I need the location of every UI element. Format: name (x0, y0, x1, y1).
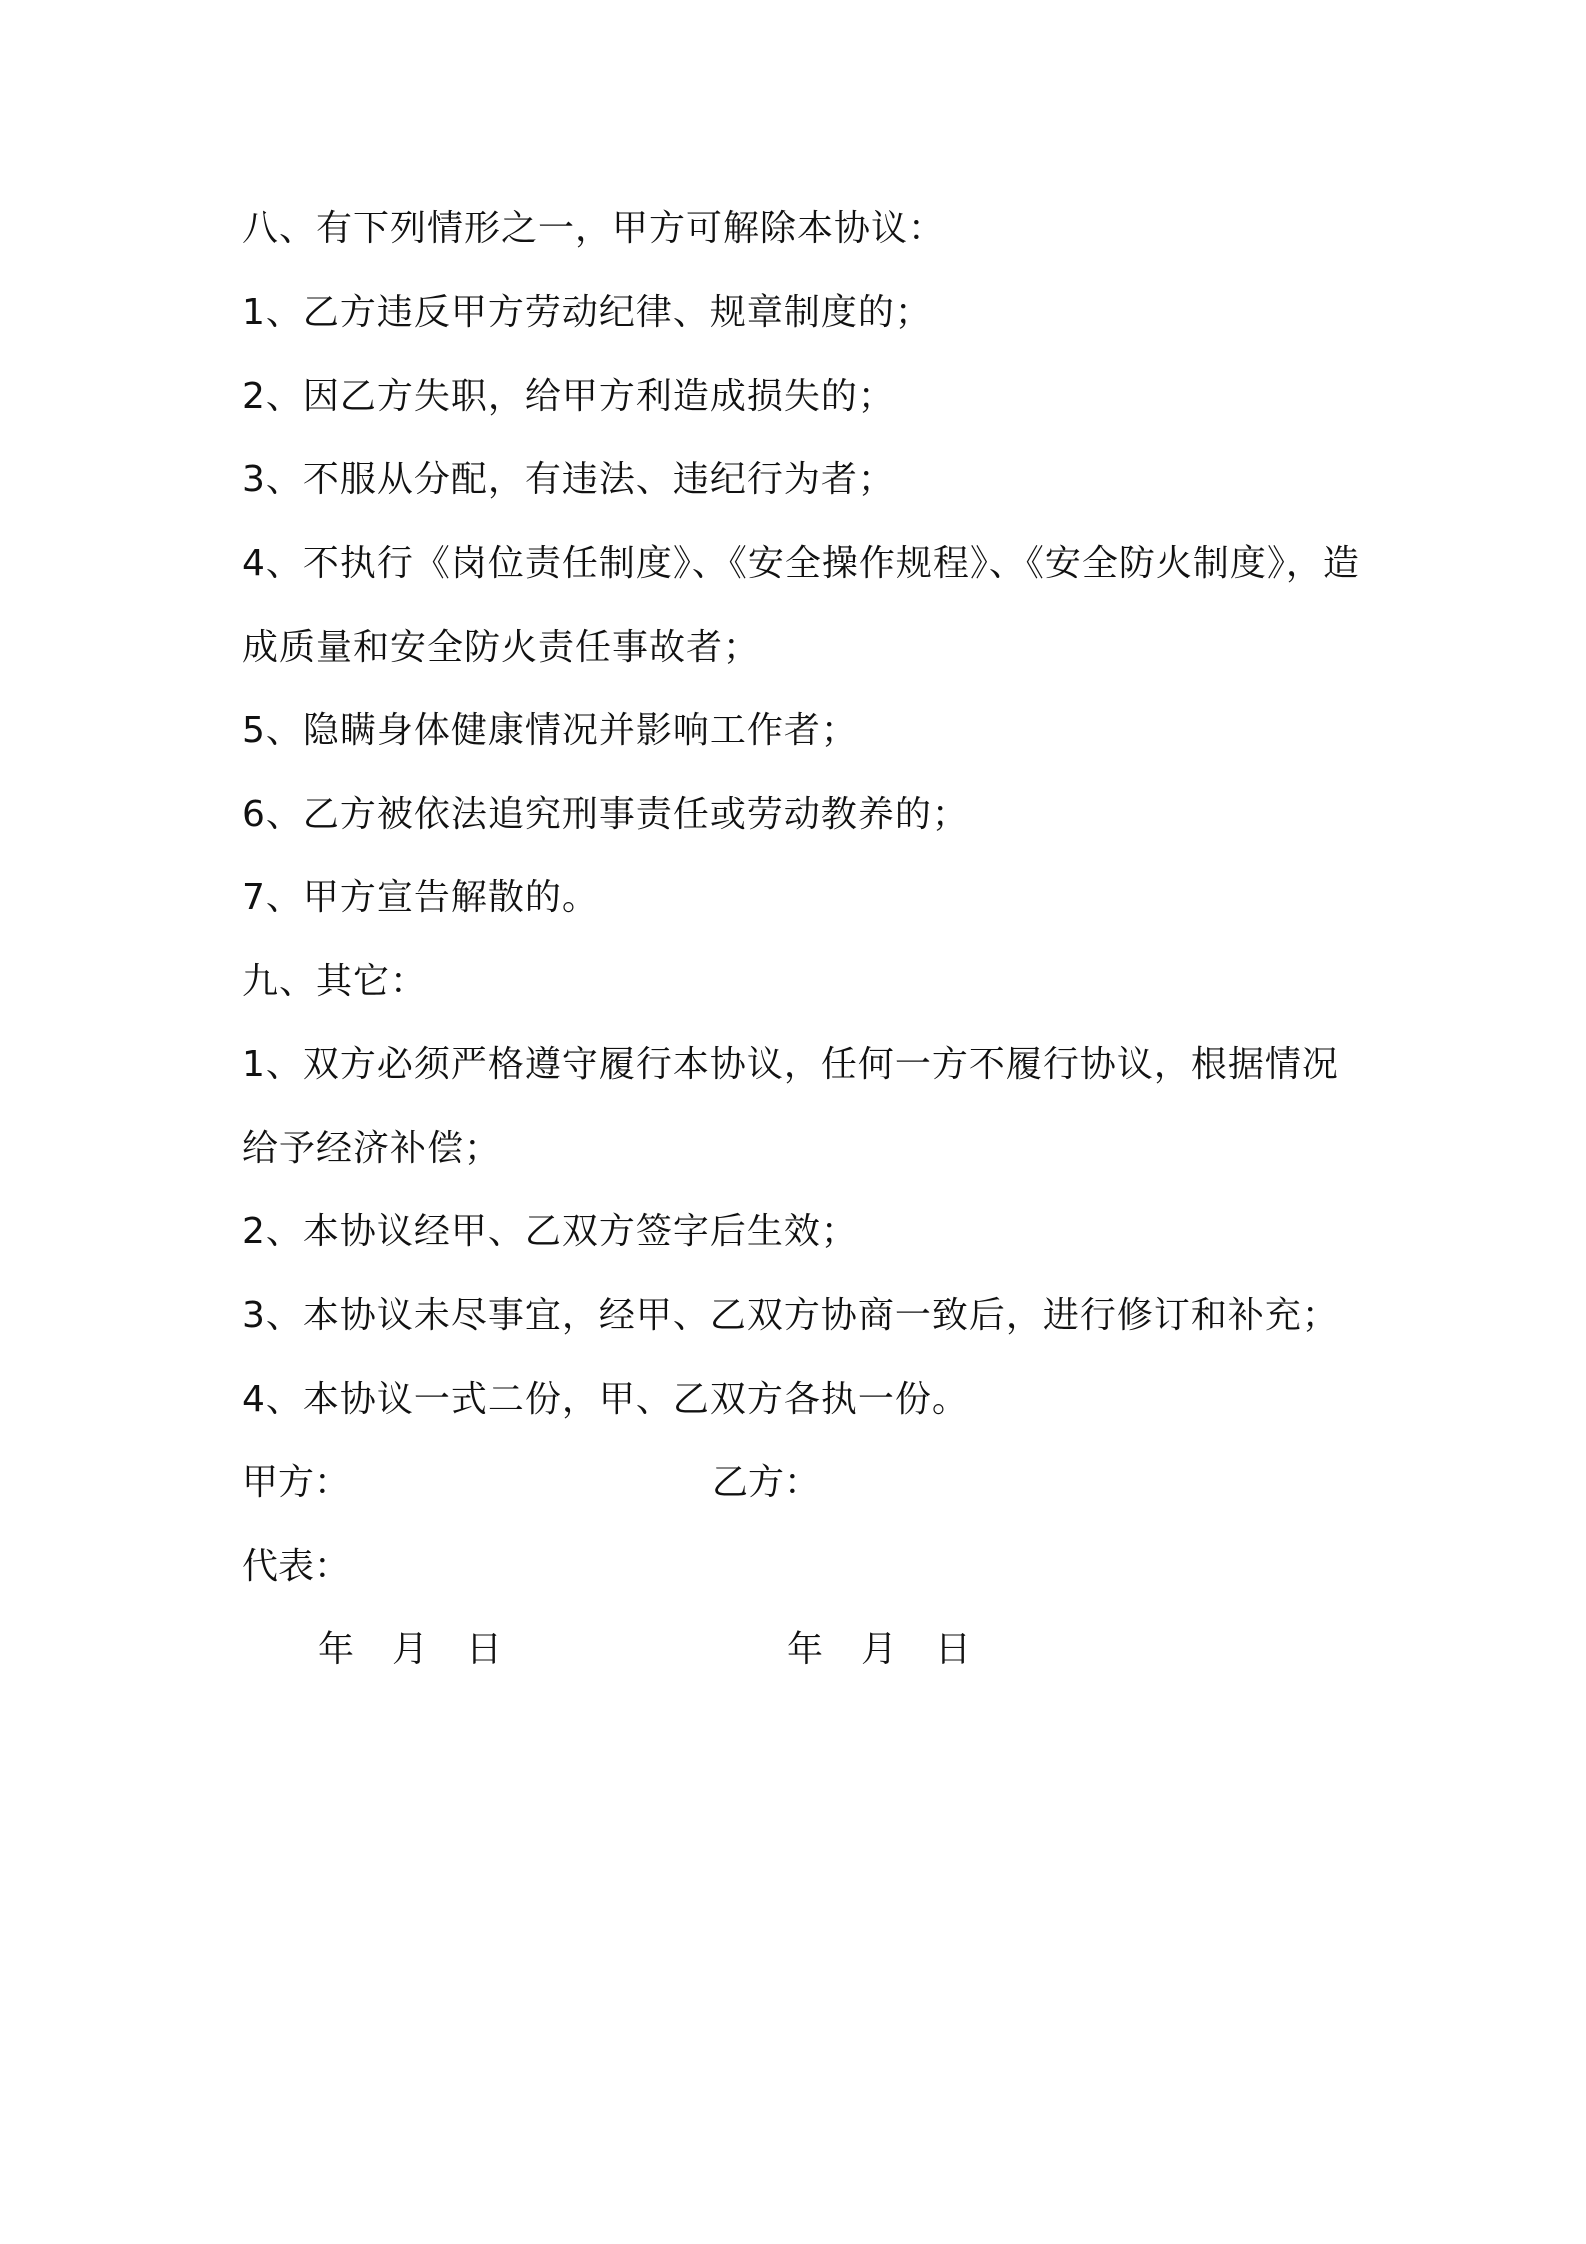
section-9-item-3: 3、本协议未尽事宜，经甲、乙双方协商一致后，进行修订和补充； (242, 1295, 1339, 1336)
section-8-heading: 八、有下列情形之一，甲方可解除本协议： (242, 208, 946, 249)
section-9-item-2: 2、本协议经甲、乙双方签字后生效； (242, 1211, 858, 1252)
section-9-item-1-cont: 给予经济补偿； (242, 1128, 502, 1169)
date-a-day: 日 (466, 1629, 503, 1670)
date-a-month: 月 (392, 1629, 429, 1670)
representative-label: 代表： (242, 1546, 351, 1587)
date-b-month: 月 (861, 1629, 898, 1670)
date-b-year: 年 (787, 1629, 824, 1670)
section-8-item-5: 5、隐瞒身体健康情况并影响工作者； (242, 710, 858, 751)
date-a-year: 年 (318, 1629, 355, 1670)
date-b-day: 日 (935, 1629, 972, 1670)
section-9-item-1: 1、双方必须严格遵守履行本协议，任何一方不履行协议，根据情况 (242, 1044, 1339, 1085)
section-8-item-4: 4、不执行《岗位责任制度》、《安全操作规程》、《安全防火制度》，造 (242, 543, 1360, 584)
section-8-item-4-cont: 成质量和安全防火责任事故者； (242, 627, 761, 668)
section-8-item-6: 6、乙方被依法追究刑事责任或劳动教养的； (242, 794, 969, 835)
section-9-heading: 九、其它： (242, 961, 428, 1002)
section-8-item-2: 2、因乙方失职，给甲方利造成损失的； (242, 376, 895, 417)
section-8-item-3: 3、不服从分配，有违法、违纪行为者； (242, 459, 895, 500)
section-9-item-4: 4、本协议一式二份，甲、乙双方各执一份。 (242, 1379, 969, 1420)
party-a-label: 甲方： (242, 1462, 351, 1503)
section-8-item-1: 1、乙方违反甲方劳动纪律、规章制度的； (242, 292, 932, 333)
section-8-item-7: 7、甲方宣告解散的。 (242, 877, 599, 918)
party-b-label: 乙方： (712, 1462, 821, 1503)
